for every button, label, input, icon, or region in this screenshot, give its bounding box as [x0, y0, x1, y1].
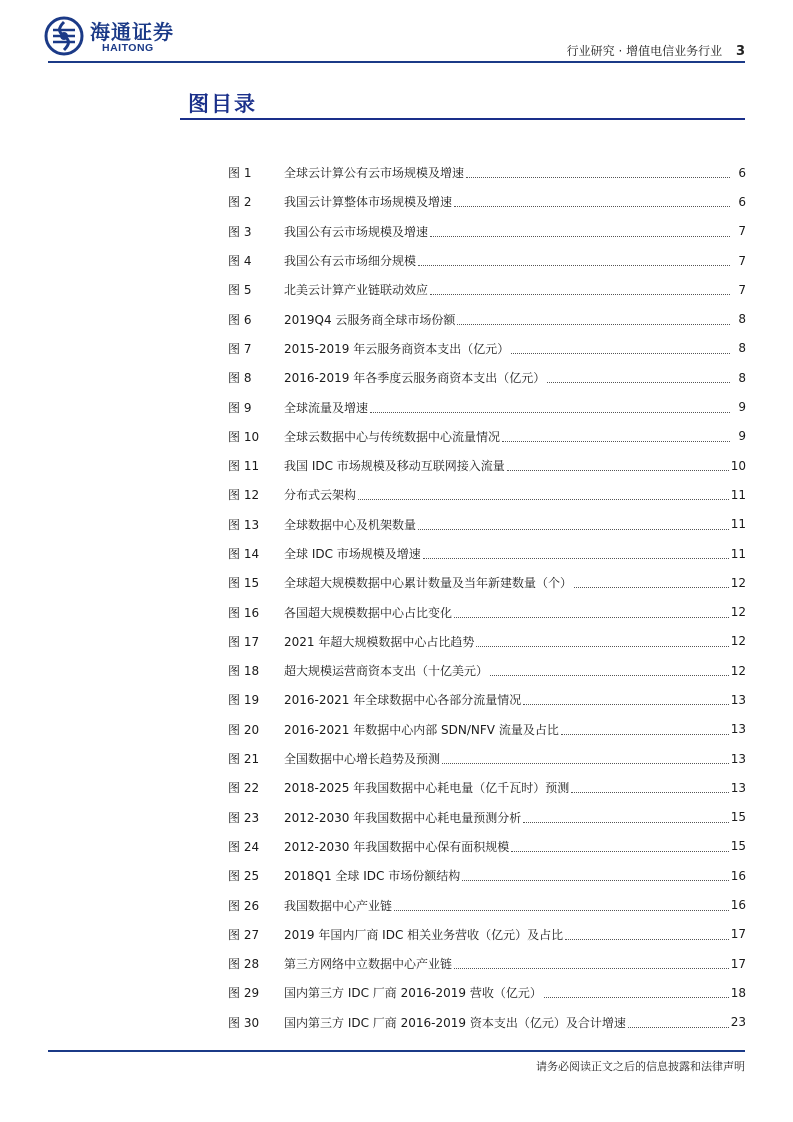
figure-page-number: 7 — [738, 224, 746, 239]
toc-row[interactable] — [228, 890, 746, 919]
dot-leader — [523, 690, 728, 705]
figure-number: 图 5 — [228, 283, 252, 298]
figure-number: 图 2 — [228, 195, 252, 210]
dot-leader — [430, 280, 730, 295]
figure-title: 全球云计算公有云市场规模及增速 — [284, 166, 465, 181]
toc-row[interactable] — [228, 392, 746, 421]
figure-title: 超大规模运营商资本支出（十亿美元） — [284, 664, 489, 679]
dot-leader — [628, 1013, 729, 1028]
toc-row[interactable] — [228, 773, 746, 802]
toc-row[interactable] — [228, 715, 746, 744]
figure-title: 北美云计算产业链联动效应 — [284, 283, 429, 298]
toc-row[interactable] — [228, 246, 746, 275]
figure-page-number: 8 — [738, 370, 746, 385]
dot-leader — [466, 163, 730, 178]
dot-leader — [490, 661, 729, 676]
figure-page-number: 12 — [730, 605, 746, 620]
figure-number: 图 28 — [228, 957, 260, 972]
figure-page-number: 23 — [730, 1015, 746, 1030]
figure-title: 我国公有云市场规模及增速 — [284, 224, 429, 239]
figure-number: 图 18 — [228, 664, 260, 679]
dot-leader — [511, 837, 728, 852]
figure-title: 2019 年国内厂商 IDC 相关业务营收（亿元）及占比 — [284, 927, 564, 942]
figure-number: 图 26 — [228, 898, 260, 913]
dot-leader — [442, 749, 729, 764]
figure-page-number: 6 — [738, 165, 746, 180]
figure-page-number: 9 — [738, 400, 746, 415]
dot-leader — [574, 573, 729, 588]
dot-leader — [502, 427, 730, 442]
figure-title: 2018-2025 年我国数据中心耗电量（亿千瓦时）预测 — [284, 781, 570, 796]
toc-row[interactable] — [228, 334, 746, 363]
figure-page-number: 15 — [730, 810, 746, 825]
figure-page-number: 12 — [730, 663, 746, 678]
toc-row[interactable] — [228, 217, 746, 246]
figure-page-number: 18 — [730, 985, 746, 1000]
figure-number: 图 14 — [228, 547, 260, 561]
figure-page-number: 6 — [738, 194, 746, 209]
toc-row[interactable] — [228, 187, 746, 216]
figure-number: 图 11 — [228, 459, 260, 474]
figure-page-number: 13 — [730, 751, 746, 766]
figure-number: 图 27 — [228, 927, 260, 942]
header-section — [567, 42, 745, 59]
figure-title: 国内第三方 IDC 厂商 2016-2019 营收（亿元） — [284, 986, 542, 1001]
haitong-emblem-icon — [44, 16, 84, 56]
dot-leader — [370, 398, 730, 413]
figure-title: 我国数据中心产业链 — [284, 898, 393, 913]
figure-page-number: 13 — [730, 780, 746, 795]
logo-chinese-name: 海通证券 — [90, 20, 174, 44]
figure-page-number: 10 — [730, 458, 746, 473]
figure-number: 图 4 — [228, 254, 252, 269]
figure-page-number: 17 — [730, 956, 746, 971]
figure-number: 图 30 — [228, 1015, 260, 1030]
figure-number: 图 8 — [228, 371, 252, 386]
figure-number: 图 21 — [228, 752, 260, 767]
figure-number: 图 9 — [228, 400, 252, 415]
toc-row[interactable] — [228, 656, 746, 685]
figure-page-number: 16 — [730, 898, 746, 913]
dot-leader — [418, 515, 729, 530]
figure-list — [228, 158, 746, 1037]
haitong-logo — [44, 14, 194, 60]
figure-number: 图 10 — [228, 429, 260, 444]
figure-page-number: 15 — [730, 839, 746, 854]
figure-number: 图 20 — [228, 722, 260, 737]
toc-row[interactable] — [228, 861, 746, 890]
toc-row[interactable] — [228, 568, 746, 597]
figure-number: 图 3 — [228, 224, 252, 239]
figure-title: 全球数据中心及机架数量 — [284, 517, 417, 532]
figure-page-number: 11 — [730, 546, 746, 561]
figure-page-number: 7 — [738, 253, 746, 268]
figure-page-number: 11 — [730, 517, 746, 532]
toc-row[interactable] — [228, 949, 746, 978]
figure-number: 图 15 — [228, 576, 260, 591]
dot-leader — [507, 456, 729, 471]
toc-row[interactable] — [228, 510, 746, 539]
toc-row[interactable] — [228, 744, 746, 773]
dot-leader — [523, 808, 728, 823]
figure-number: 图 12 — [228, 488, 260, 503]
dot-leader — [454, 603, 729, 618]
figure-number: 图 13 — [228, 517, 260, 532]
figure-title: 国内第三方 IDC 厂商 2016-2019 资本支出（亿元）及合计增速 — [284, 1015, 626, 1030]
toc-row[interactable] — [228, 803, 746, 832]
report-category: 行业研究 · 增值电信业务行业 — [566, 44, 723, 58]
figure-title: 我国公有云市场细分规模 — [284, 254, 417, 269]
dot-leader — [511, 339, 730, 354]
toc-row[interactable] — [228, 422, 746, 451]
figure-number: 图 7 — [228, 341, 252, 356]
dot-leader — [547, 368, 730, 383]
figure-number: 图 24 — [228, 839, 260, 854]
figure-title: 2018Q1 全球 IDC 市场份额结构 — [284, 869, 461, 884]
toc-row[interactable] — [228, 158, 746, 187]
figure-page-number: 9 — [738, 429, 746, 444]
dot-leader — [561, 720, 729, 735]
dot-leader — [454, 954, 729, 969]
figure-title: 2016-2019 年各季度云服务商资本支出（亿元） — [284, 371, 546, 386]
logo-english-name: HAITONG — [102, 42, 154, 54]
figure-page-number: 16 — [730, 868, 746, 883]
figure-title: 各国超大规模数据中心占比变化 — [284, 605, 453, 620]
figure-number: 图 16 — [228, 605, 260, 620]
figure-title: 2012-2030 年我国数据中心保有面积规模 — [284, 839, 510, 854]
figure-page-number: 12 — [730, 575, 746, 590]
figure-title: 分布式云架构 — [284, 488, 357, 503]
toc-row[interactable] — [228, 275, 746, 304]
figure-page-number: 13 — [730, 692, 746, 707]
figure-page-number: 8 — [738, 312, 746, 327]
toc-row[interactable] — [228, 597, 746, 626]
dot-leader — [476, 632, 728, 647]
toc-row[interactable] — [228, 627, 746, 656]
figure-page-number: 12 — [730, 634, 746, 649]
figure-page-number: 8 — [738, 341, 746, 356]
toc-row[interactable] — [228, 832, 746, 861]
figure-page-number: 13 — [730, 722, 746, 737]
footer-divider — [48, 1050, 745, 1052]
toc-row[interactable] — [228, 539, 746, 568]
header-divider — [48, 61, 745, 63]
figure-title: 2012-2030 年我国数据中心耗电量预测分析 — [284, 810, 522, 825]
figure-title: 2019Q4 云服务商全球市场份额 — [284, 312, 456, 327]
toc-row[interactable] — [228, 920, 746, 949]
toc-row[interactable] — [228, 451, 746, 480]
page-number: 3 — [735, 44, 745, 59]
figure-number: 图 29 — [228, 986, 260, 1001]
toc-row[interactable] — [228, 978, 746, 1007]
dot-leader — [457, 310, 730, 325]
figure-number: 图 25 — [228, 869, 260, 884]
toc-row[interactable] — [228, 480, 746, 509]
toc-row[interactable] — [228, 304, 746, 333]
figure-title: 全球云数据中心与传统数据中心流量情况 — [284, 429, 501, 444]
dot-leader — [565, 925, 729, 940]
figure-page-number: 7 — [738, 282, 746, 297]
figure-title: 全球 IDC 市场规模及增速 — [284, 547, 421, 561]
figure-number: 图 17 — [228, 634, 260, 649]
title-divider — [180, 118, 745, 120]
dot-leader — [423, 544, 729, 559]
figure-title: 2016-2021 年全球数据中心各部分流量情况 — [284, 693, 522, 708]
figure-title: 2016-2021 年数据中心内部 SDN/NFV 流量及占比 — [284, 722, 559, 737]
dot-leader — [430, 222, 730, 237]
dot-leader — [544, 983, 729, 998]
figure-page-number: 17 — [730, 927, 746, 942]
figure-title: 第三方网络中立数据中心产业链 — [284, 957, 453, 972]
figure-title: 2015-2019 年云服务商资本支出（亿元） — [284, 341, 510, 356]
figure-title: 我国云计算整体市场规模及增速 — [284, 195, 453, 210]
dot-leader — [454, 192, 730, 207]
page-title: 图目录 — [188, 92, 257, 116]
figure-number: 图 19 — [228, 693, 260, 708]
dot-leader — [358, 485, 729, 500]
disclaimer-note: 请务必阅读正文之后的信息披露和法律声明 — [536, 1060, 745, 1073]
toc-row[interactable] — [228, 1008, 746, 1037]
figure-page-number: 11 — [730, 487, 746, 502]
figure-number: 图 6 — [228, 312, 252, 327]
figure-number: 图 23 — [228, 810, 260, 825]
figure-title: 全球流量及增速 — [284, 400, 369, 415]
toc-row[interactable] — [228, 363, 746, 392]
figure-title: 我国 IDC 市场规模及移动互联网接入流量 — [284, 459, 505, 474]
dot-leader — [462, 866, 728, 881]
figure-number: 图 22 — [228, 781, 260, 796]
figure-title: 2021 年超大规模数据中心占比趋势 — [284, 634, 475, 649]
dot-leader — [418, 251, 730, 266]
figure-title: 全国数据中心增长趋势及预测 — [284, 752, 441, 767]
toc-row[interactable] — [228, 685, 746, 714]
dot-leader — [571, 778, 728, 793]
figure-title: 全球超大规模数据中心累计数量及当年新建数量（个） — [284, 576, 573, 591]
dot-leader — [394, 896, 729, 911]
figure-number: 图 1 — [228, 166, 252, 181]
